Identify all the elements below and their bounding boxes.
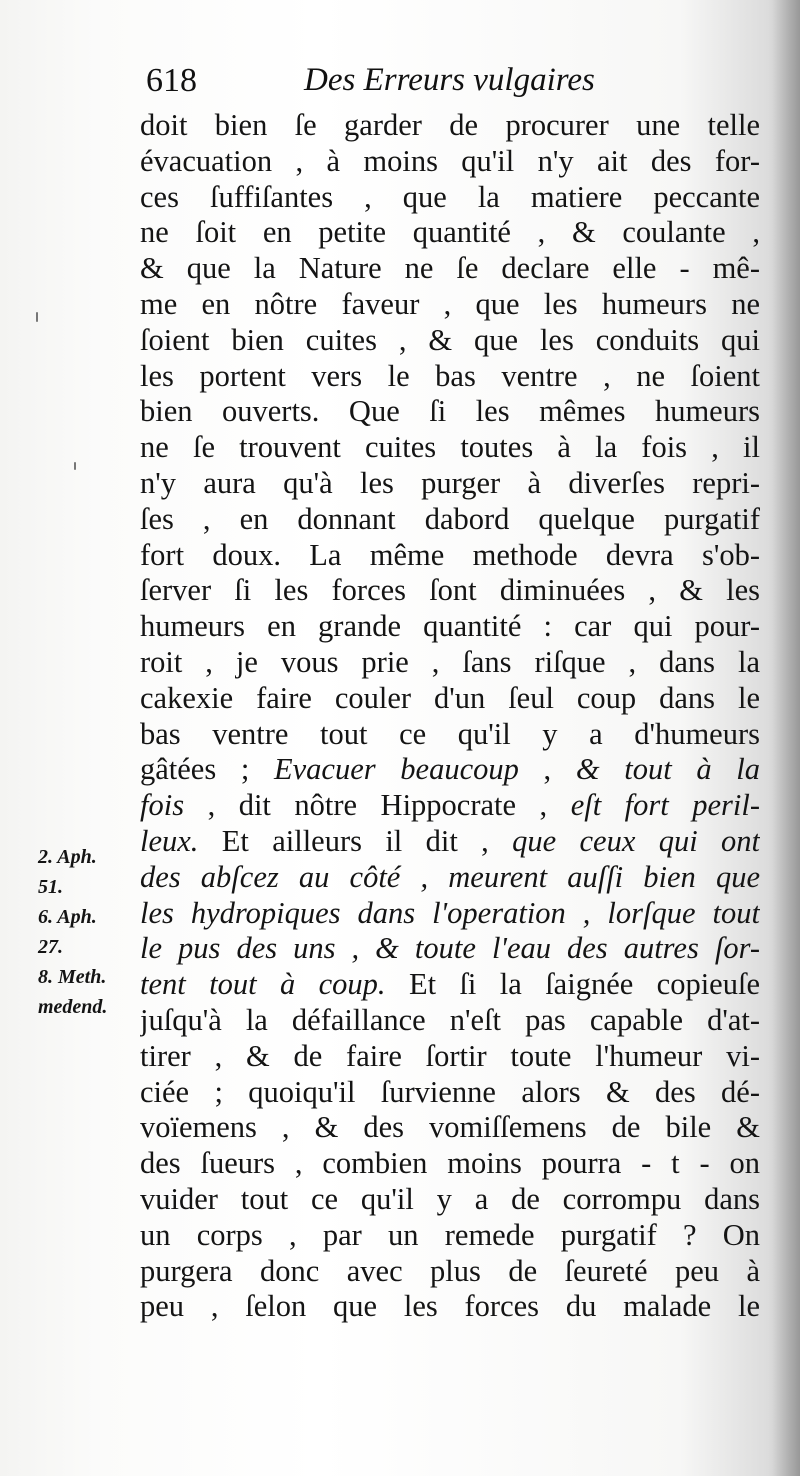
text-line: [140, 215, 760, 251]
margin-note: 8. Meth.: [38, 966, 107, 988]
text-segment: purgera donc avec plus de ſeureté peu à: [140, 1253, 760, 1288]
italic-segment: Evacuer beaucoup: [274, 752, 519, 787]
text-line: [140, 1289, 760, 1325]
italic-segment: tent tout à coup.: [140, 967, 386, 1002]
text-segment: Et ailleurs il dit ,: [198, 823, 513, 858]
text-segment: cakexie faire couler d'un ſeul coup dans le: [140, 680, 760, 715]
text-segment: fort doux. La même methode devra s'ob-: [140, 537, 760, 572]
margin-note: 27.: [38, 936, 63, 958]
text-segment: ſerver ſi les forces ſont diminuées , & les: [140, 573, 760, 608]
text-segment: juſqu'à la défaillance n'eſt pas capable d'at-: [140, 1002, 760, 1037]
text-line: [140, 860, 760, 896]
margin-note: 51.: [38, 876, 63, 898]
text-segment: n'y aura qu'à les purger à diverſes repri-: [140, 465, 760, 500]
text-line: [140, 573, 760, 609]
text-line: [140, 180, 760, 216]
text-segment: ces ſuffiſantes , que la matiere peccante: [140, 179, 760, 214]
text-segment: roit , je vous prie , ſans riſque , dans la: [140, 644, 760, 679]
text-line: [140, 394, 760, 430]
text-line: [140, 1146, 760, 1182]
text-line: [140, 967, 760, 1003]
text-line: [140, 466, 760, 502]
text-line: [140, 896, 760, 932]
text-line: [140, 108, 760, 144]
text-segment: ,: [518, 752, 576, 787]
margin-note: medend.: [38, 996, 108, 1018]
text-line: [140, 1182, 760, 1218]
margin-note: 6. Aph.: [38, 906, 97, 928]
italic-segment: des abſcez au côté , meurent auſſi bien que: [140, 859, 760, 894]
body-text: [140, 108, 760, 1325]
text-segment: voïemens , & des vomiſſemens de bile &: [140, 1110, 760, 1145]
text-segment: ciée ; quoiqu'il ſurvienne alors & des dé-: [140, 1074, 760, 1109]
page-header: [146, 58, 706, 110]
text-line: [140, 609, 760, 645]
text-line: [140, 752, 760, 788]
text-line: [140, 323, 760, 359]
page-edge-shadow: [772, 0, 800, 1476]
text-segment: les portent vers le bas ventre , ne ſoient: [140, 358, 760, 393]
text-segment: doit bien ſe garder de procurer une telle: [140, 108, 760, 142]
text-line: [140, 1039, 760, 1075]
text-line: [140, 1110, 760, 1146]
text-line: [140, 538, 760, 574]
text-line: [140, 359, 760, 395]
italic-segment: eſt fort peril-: [570, 788, 760, 823]
stray-mark: [36, 312, 38, 322]
text-segment: peu , ſelon que les forces du malade le: [140, 1289, 760, 1324]
italic-segment: leux.: [140, 823, 199, 858]
text-line: [140, 1254, 760, 1290]
text-line: [140, 788, 760, 824]
stray-mark: [74, 462, 76, 470]
text-line: [140, 645, 760, 681]
text-segment: Et ſi la ſaignée copieuſe: [385, 967, 760, 1002]
italic-segment: fois: [140, 788, 185, 823]
text-line: [140, 681, 760, 717]
text-segment: , dit nôtre Hippocrate ,: [184, 788, 571, 823]
margin-notes: [38, 842, 138, 1022]
italic-segment: le pus des uns , & toute l'eau des autres ſor-: [140, 931, 760, 966]
text-line: [140, 287, 760, 323]
text-line: [140, 144, 760, 180]
text-segment: me en nôtre faveur , que les humeurs ne: [140, 286, 760, 321]
page-number: 618: [146, 62, 197, 99]
text-segment: évacuation , à moins qu'il n'y ait des for-: [140, 143, 760, 178]
text-segment: & que la Nature ne ſe declare elle - mê-: [140, 251, 760, 286]
italic-segment: & tout à la: [575, 752, 760, 787]
text-segment: bien ouverts. Que ſi les mêmes humeurs: [140, 394, 760, 429]
text-segment: ne ſoit en petite quantité , & coulante ,: [140, 215, 760, 250]
text-line: [140, 1003, 760, 1039]
margin-note: 2. Aph.: [38, 846, 97, 868]
text-segment: ſoient bien cuites , & que les conduits qui: [140, 322, 760, 357]
text-line: [140, 824, 760, 860]
text-line: [140, 717, 760, 753]
text-segment: gâtées ;: [140, 752, 275, 787]
text-segment: un corps , par un remede purgatif ? On: [140, 1217, 760, 1252]
text-segment: ſes , en donnant dabord quelque purgatif: [140, 501, 760, 536]
text-segment: tirer , & de faire ſortir toute l'humeur vi-: [140, 1038, 760, 1073]
text-segment: des ſueurs , combien moins pourra - t - on: [140, 1146, 760, 1181]
text-line: [140, 1218, 760, 1254]
text-line: [140, 1075, 760, 1111]
running-title: Des Erreurs vulgaires: [304, 62, 595, 98]
text-segment: ne ſe trouvent cuites toutes à la fois , il: [140, 430, 760, 465]
text-segment: vuider tout ce qu'il y a de corrompu dans: [140, 1181, 760, 1216]
text-line: [140, 931, 760, 967]
italic-segment: les hydropiques dans l'operation , lorſque tout: [140, 895, 760, 930]
text-line: [140, 502, 760, 538]
text-line: [140, 251, 760, 287]
text-segment: bas ventre tout ce qu'il y a d'humeurs: [140, 716, 760, 751]
italic-segment: que ceux qui ont: [512, 823, 760, 858]
text-segment: humeurs en grande quantité : car qui pour-: [140, 609, 760, 644]
text-line: [140, 430, 760, 466]
